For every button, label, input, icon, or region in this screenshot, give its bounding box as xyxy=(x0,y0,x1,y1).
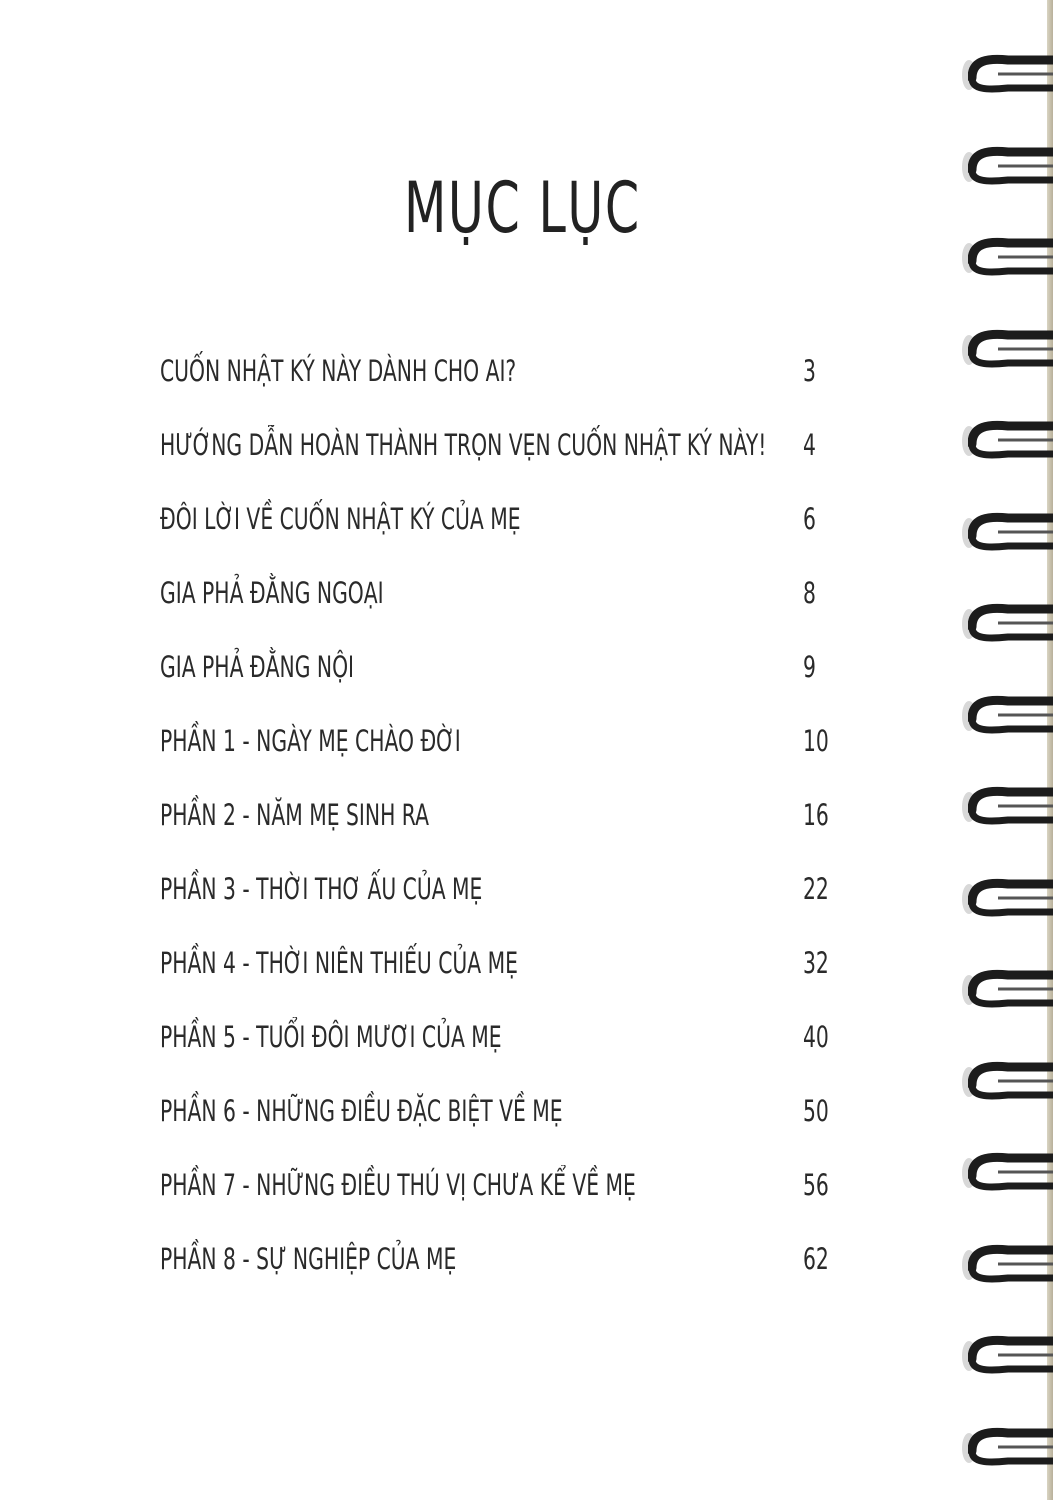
spiral-binding-coil-icon xyxy=(968,1242,1053,1288)
toc-entry[interactable] xyxy=(160,641,850,715)
spiral-binding-coil-icon xyxy=(968,418,1053,464)
toc-entry-page-number: 50 xyxy=(803,1094,829,1128)
spiral-binding-coil-icon xyxy=(968,510,1053,556)
toc-entry[interactable] xyxy=(160,1233,850,1307)
toc-entry-label: GIA PHẢ ĐẰNG NGOẠI xyxy=(160,576,384,610)
spiral-binding-coil-icon xyxy=(968,144,1053,190)
toc-entry[interactable] xyxy=(160,863,850,937)
toc-entry[interactable] xyxy=(160,493,850,567)
toc-entry-page-number: 3 xyxy=(803,354,816,388)
toc-entry[interactable] xyxy=(160,419,850,493)
spiral-binding-coil-icon xyxy=(968,876,1053,922)
spiral-binding-coil-icon xyxy=(968,693,1053,739)
toc-entry[interactable] xyxy=(160,1159,850,1233)
toc-entry-page-number: 32 xyxy=(803,946,829,980)
spiral-binding-coil-icon xyxy=(968,52,1053,98)
toc-entry-page-number: 56 xyxy=(803,1168,829,1202)
toc-entry-label: PHẦN 3 - THỜI THƠ ẤU CỦA MẸ xyxy=(160,872,483,906)
toc-entry-page-number: 6 xyxy=(803,502,816,536)
toc-entry-page-number: 10 xyxy=(803,724,829,758)
toc-entry-page-number: 9 xyxy=(803,650,816,684)
toc-entry-label: HƯỚNG DẪN HOÀN THÀNH TRỌN VẸN CUỐN NHẬT KÝ NÀY! xyxy=(160,428,767,462)
toc-entry[interactable] xyxy=(160,789,850,863)
table-of-contents xyxy=(160,345,850,1307)
toc-entry-label: ĐÔI LỜI VỀ CUỐN NHẬT KÝ CỦA MẸ xyxy=(160,502,521,536)
toc-entry-label: GIA PHẢ ĐẰNG NỘI xyxy=(160,650,355,684)
spiral-binding-coil-icon xyxy=(968,601,1053,647)
toc-entry-page-number: 16 xyxy=(803,798,829,832)
spiral-binding-coil-icon xyxy=(968,1059,1053,1105)
page-title: MỤC LỤC xyxy=(403,167,641,249)
spiral-binding-coil-icon xyxy=(968,1150,1053,1196)
spiral-binding-coil-icon xyxy=(968,967,1053,1013)
toc-entry-label: PHẦN 6 - NHỮNG ĐIỀU ĐẶC BIỆT VỀ MẸ xyxy=(160,1094,563,1128)
spiral-binding-coil-icon xyxy=(968,327,1053,373)
toc-entry-label: PHẦN 7 - NHỮNG ĐIỀU THÚ VỊ CHƯA KỂ VỀ MẸ xyxy=(160,1168,636,1202)
spiral-binding-coil-icon xyxy=(968,784,1053,830)
toc-entry-page-number: 62 xyxy=(803,1242,829,1276)
toc-entry-label: CUỐN NHẬT KÝ NÀY DÀNH CHO AI? xyxy=(160,354,517,388)
toc-entry-page-number: 8 xyxy=(803,576,816,610)
spiral-binding xyxy=(958,0,1053,1500)
spiral-binding-coil-icon xyxy=(968,235,1053,281)
spiral-binding-coil-icon xyxy=(968,1425,1053,1471)
toc-entry-page-number: 40 xyxy=(803,1020,829,1054)
toc-entry-page-number: 4 xyxy=(803,428,816,462)
toc-entry-label: PHẦN 2 - NĂM MẸ SINH RA xyxy=(160,798,429,832)
spiral-binding-coil-icon xyxy=(968,1333,1053,1379)
toc-entry[interactable] xyxy=(160,1085,850,1159)
toc-entry[interactable] xyxy=(160,345,850,419)
toc-entry-label: PHẦN 8 - SỰ NGHIỆP CỦA MẸ xyxy=(160,1242,457,1276)
toc-entry[interactable] xyxy=(160,1011,850,1085)
toc-entry-page-number: 22 xyxy=(803,872,829,906)
toc-entry[interactable] xyxy=(160,715,850,789)
toc-entry-label: PHẦN 5 - TUỔI ĐÔI MƯƠI CỦA MẸ xyxy=(160,1020,502,1054)
toc-entry[interactable] xyxy=(160,567,850,641)
toc-entry-label: PHẦN 4 - THỜI NIÊN THIẾU CỦA MẸ xyxy=(160,946,518,980)
toc-entry[interactable] xyxy=(160,937,850,1011)
toc-entry-label: PHẦN 1 - NGÀY MẸ CHÀO ĐỜI xyxy=(160,724,461,758)
